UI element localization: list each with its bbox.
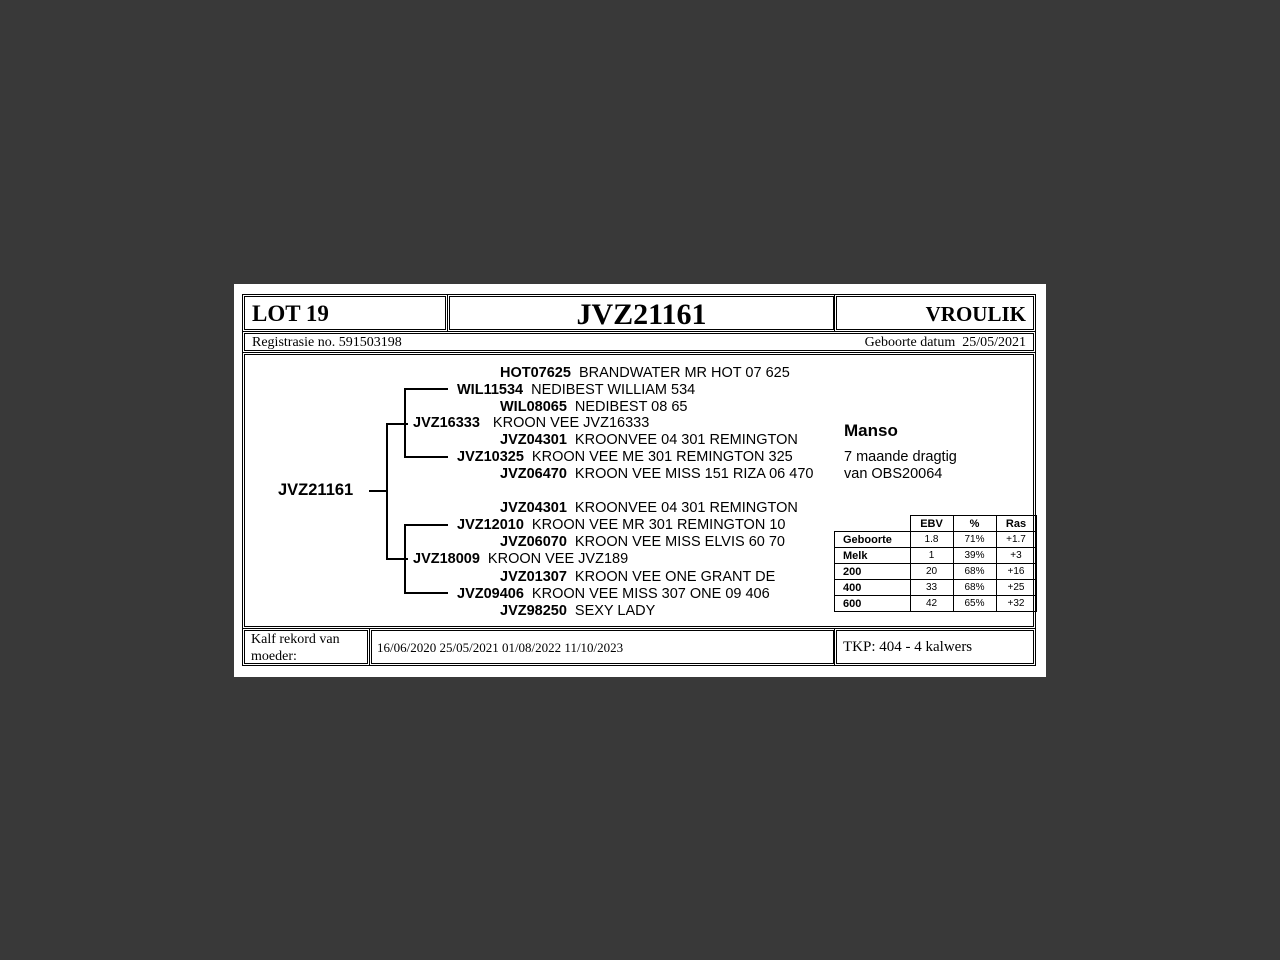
ebv-breed-average: +16 (996, 564, 1036, 580)
ebv-header-ebv: EBV (910, 516, 953, 532)
pedigree-code: HOT07625 (500, 365, 571, 381)
pedigree-row-ped-ggs4 (500, 569, 775, 585)
pedigree-name: KROON VEE MISS ELVIS 60 70 (574, 534, 785, 550)
ebv-row-label: 200 (835, 564, 911, 580)
pedigree-name: KROON VEE ONE GRANT DE (574, 569, 776, 585)
ebv-accuracy: 71% (953, 532, 996, 548)
pedigree-name: KROON VEE JVZ189 (487, 551, 629, 567)
pedigree-connector (404, 524, 448, 526)
pedigree-name: KROON VEE MR 301 REMINGTON 10 (531, 517, 786, 533)
pedigree-row-ped-gd (457, 449, 793, 465)
pedigree-name: BRANDWATER MR HOT 07 625 (578, 365, 790, 381)
pedigree-row-ped-gs2 (457, 517, 785, 533)
pedigree-row-ped-dam (413, 551, 628, 567)
ebv-row (835, 564, 1037, 580)
pedigree-name: KROON VEE MISS 151 RIZA 06 470 (574, 466, 814, 482)
pedigree-connector (404, 388, 406, 458)
birth-date: Geboorte datum 25/05/2021 (864, 335, 1026, 350)
ebv-breed-average: +1.7 (996, 532, 1036, 548)
pedigree-connector (404, 388, 448, 390)
calf-record-dates: 16/06/2020 25/05/2021 01/08/2022 11/10/2023 (377, 640, 624, 655)
pedigree-code: JVZ16333 (413, 415, 480, 431)
pedigree-row-ped-ggd2 (500, 466, 813, 482)
pedigree-connector (404, 524, 406, 594)
ebv-row-label: Melk (835, 548, 911, 564)
registration-row (242, 331, 1036, 353)
ebv-table-body (835, 532, 1037, 612)
ebv-row-label: Geboorte (835, 532, 911, 548)
pedigree-name: KROONVEE 04 301 REMINGTON (574, 500, 798, 516)
ebv-table (834, 515, 1037, 612)
pedigree-row-ped-ggs3 (500, 500, 798, 516)
ebv-row (835, 532, 1037, 548)
pedigree-name: SEXY LADY (574, 603, 656, 619)
pedigree-connector (404, 592, 448, 594)
calf-record-label-line2: moeder: (251, 649, 297, 664)
pedigree-connector (404, 456, 448, 458)
ebv-accuracy: 65% (953, 596, 996, 612)
ebv-value: 1 (910, 548, 953, 564)
pedigree-code: JVZ04301 (500, 432, 567, 448)
breed-label: Manso (844, 421, 898, 440)
tkp-cell (834, 628, 1036, 666)
pregnancy-note: 7 maande dragtig (844, 449, 957, 465)
pedigree-code: JVZ01307 (500, 569, 567, 585)
ebv-breed-average: +25 (996, 580, 1036, 596)
ebv-value: 1.8 (910, 532, 953, 548)
ebv-row-label: 400 (835, 580, 911, 596)
ebv-breed-average: +3 (996, 548, 1036, 564)
pedigree-name: NEDIBEST 08 65 (574, 399, 688, 415)
pedigree-code: WIL08065 (500, 399, 567, 415)
pedigree-row-ped-gd2 (457, 586, 770, 602)
pedigree-row-ped-sire (413, 415, 649, 431)
calf-record-label-cell (242, 628, 370, 666)
ebv-table-corner (835, 516, 911, 532)
pedigree-connector (386, 423, 388, 560)
pedigree-connector (369, 490, 387, 492)
lot-card (234, 284, 1046, 677)
pedigree-code: JVZ09406 (457, 586, 524, 602)
sex-label: VROULIK (925, 302, 1026, 326)
ebv-row (835, 548, 1037, 564)
calf-record-dates-cell (369, 628, 836, 666)
animal-id-title: JVZ21161 (576, 298, 707, 331)
ebv-header-pct: % (953, 516, 996, 532)
registration-number: Registrasie no. 591503198 (252, 335, 402, 350)
ebv-header-ras: Ras (996, 516, 1036, 532)
ebv-accuracy: 68% (953, 580, 996, 596)
pedigree-name: KROON VEE JVZ16333 (492, 415, 650, 431)
ebv-value: 42 (910, 596, 953, 612)
pedigree-name: KROON VEE ME 301 REMINGTON 325 (531, 449, 793, 465)
lot-number: LOT 19 (252, 301, 329, 326)
tkp-value: TKP: 404 - 4 kalwers (843, 639, 973, 655)
calf-record-label-line1: Kalf rekord van (251, 632, 340, 647)
ebv-row (835, 596, 1037, 612)
pedigree-subject: JVZ21161 (278, 481, 354, 499)
pedigree-code: JVZ04301 (500, 500, 567, 516)
pedigree-code: JVZ06070 (500, 534, 567, 550)
pedigree-row-ped-ggd3 (500, 534, 785, 550)
pedigree-row-ped-ggs2 (500, 432, 798, 448)
ebv-accuracy: 39% (953, 548, 996, 564)
ebv-row-label: 600 (835, 596, 911, 612)
pregnancy-sire: van OBS20064 (844, 466, 943, 482)
ebv-row (835, 580, 1037, 596)
pedigree-name: NEDIBEST WILLIAM 534 (531, 382, 696, 398)
ebv-breed-average: +32 (996, 596, 1036, 612)
pedigree-name: KROONVEE 04 301 REMINGTON (574, 432, 798, 448)
ebv-accuracy: 68% (953, 564, 996, 580)
pedigree-row-ped-gs (457, 382, 695, 398)
sex-cell (834, 294, 1036, 332)
pedigree-name: KROON VEE MISS 307 ONE 09 406 (531, 586, 770, 602)
pedigree-code: WIL11534 (457, 382, 524, 398)
ebv-value: 20 (910, 564, 953, 580)
pedigree-code: JVZ10325 (457, 449, 524, 465)
pedigree-row-ped-ggs (500, 365, 790, 381)
pedigree-code: JVZ12010 (457, 517, 524, 533)
animal-id-cell (447, 294, 836, 332)
pedigree-code: JVZ06470 (500, 466, 567, 482)
pedigree-code: JVZ18009 (413, 551, 480, 567)
pedigree-code: JVZ98250 (500, 603, 567, 619)
ebv-value: 33 (910, 580, 953, 596)
pedigree-row-ped-ggd (500, 399, 687, 415)
pedigree-row-ped-ggd4 (500, 603, 655, 619)
lot-cell (242, 294, 448, 332)
